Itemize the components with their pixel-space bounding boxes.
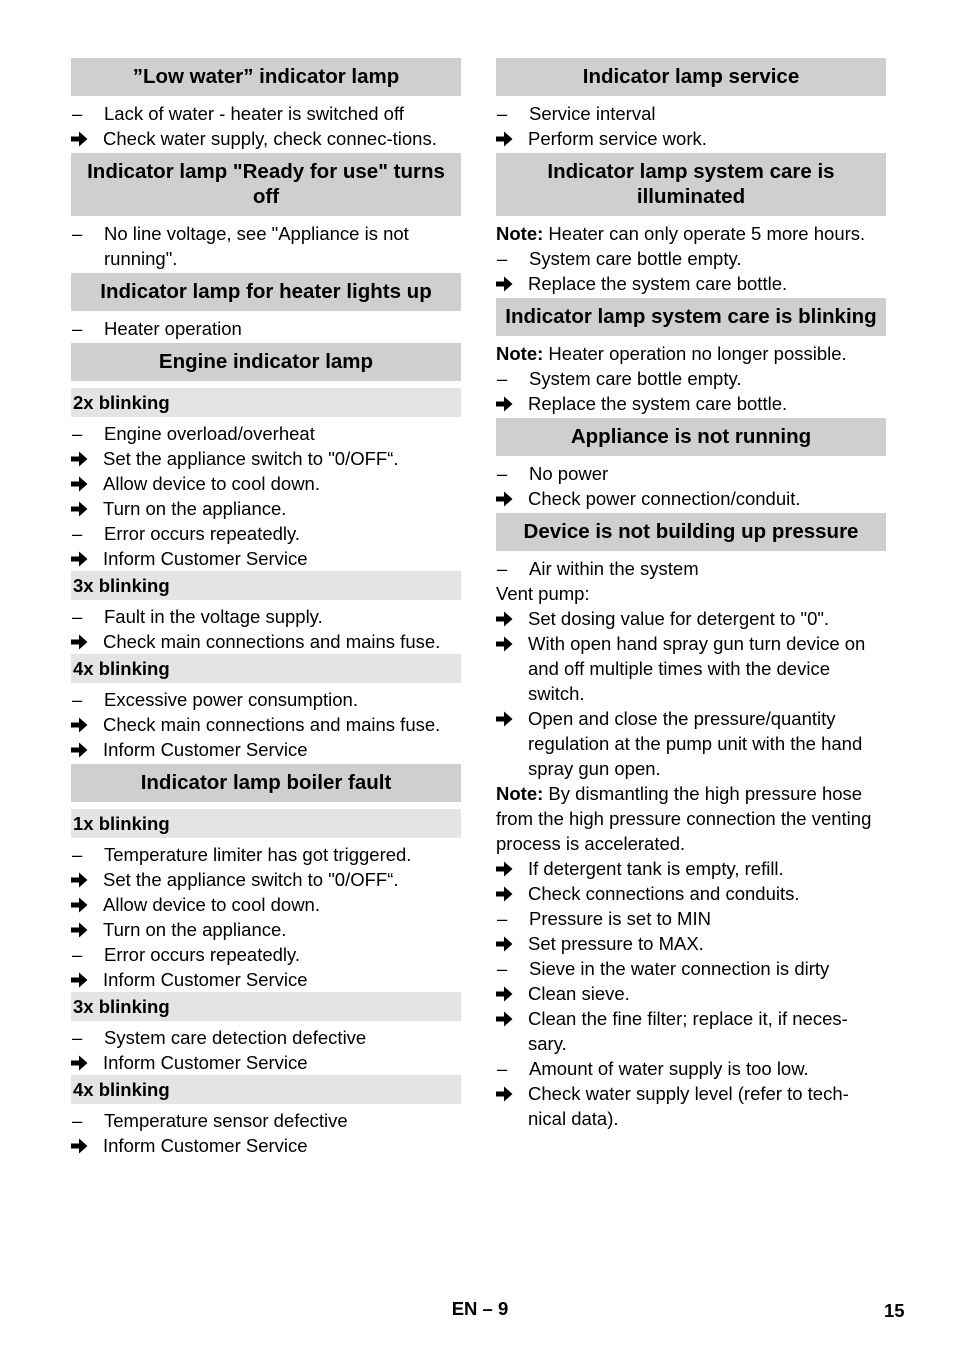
dash-bullet-icon: – xyxy=(72,223,83,244)
dash-bullet-icon: – xyxy=(497,368,508,389)
subheading-boiler-4x: 4x blinking xyxy=(71,1075,461,1104)
list-item xyxy=(71,521,461,546)
list-item xyxy=(71,496,461,521)
arrow-right-icon xyxy=(71,867,103,892)
list-boiler-3x xyxy=(71,1025,461,1075)
list-item xyxy=(71,942,461,967)
list-item-text: Engine overload/overheat xyxy=(104,423,315,444)
list-item xyxy=(496,271,886,296)
list-item xyxy=(496,1056,886,1081)
arrow-right-icon xyxy=(71,471,103,496)
dash-bullet-icon: – xyxy=(72,103,83,124)
list-item xyxy=(496,881,886,906)
subheading-engine-2x: 2x blinking xyxy=(71,388,461,417)
section-heading-service: Indicator lamp service xyxy=(496,58,886,96)
list-ready-for-use xyxy=(71,221,461,271)
list-item xyxy=(496,556,886,581)
section-heading-heater-lights: Indicator lamp for heater lights up xyxy=(71,273,461,311)
list-item xyxy=(496,631,886,706)
list-item-text: Allow device to cool down. xyxy=(103,894,320,915)
list-item-text: Replace the system care bottle. xyxy=(528,393,788,414)
list-item-text: System care detection defective xyxy=(104,1027,367,1048)
list-pressure-a xyxy=(496,556,886,581)
note-pressure xyxy=(496,781,886,856)
arrow-right-icon xyxy=(496,931,528,956)
dash-bullet-icon: – xyxy=(72,606,83,627)
dash-bullet-icon: – xyxy=(497,558,508,579)
list-item xyxy=(71,421,461,446)
list-item-text: Amount of water supply is too low. xyxy=(529,1058,809,1079)
arrow-right-icon xyxy=(496,126,528,151)
arrow-right-icon xyxy=(496,271,528,296)
list-item-text: Inform Customer Service xyxy=(103,969,308,990)
section-heading-ready-for-use: Indicator lamp "Ready for use" turns off xyxy=(71,153,461,216)
arrow-right-icon xyxy=(496,1006,528,1031)
list-item xyxy=(496,931,886,956)
list-care-blinking xyxy=(496,366,886,416)
list-engine-3x xyxy=(71,604,461,654)
list-item xyxy=(71,1050,461,1075)
arrow-right-icon xyxy=(71,546,103,571)
dash-bullet-icon: – xyxy=(497,463,508,484)
arrow-right-icon xyxy=(71,712,103,737)
list-item xyxy=(496,1081,886,1131)
footer-section-label: EN – 9 xyxy=(451,1298,509,1319)
list-item xyxy=(71,604,461,629)
list-item xyxy=(71,1025,461,1050)
arrow-right-icon xyxy=(71,1050,103,1075)
list-item xyxy=(496,246,886,271)
arrow-right-icon xyxy=(71,917,103,942)
arrow-right-icon xyxy=(71,967,103,992)
note-text: Heater can only operate 5 more hours. xyxy=(548,223,866,244)
list-item-text: If detergent tank is empty, refill. xyxy=(528,858,784,879)
list-item-text: Check connections and conduits. xyxy=(528,883,800,904)
section-heading-care-illuminated: Indicator lamp system care is illuminated xyxy=(496,153,886,216)
list-low-water xyxy=(71,101,461,151)
list-item xyxy=(496,461,886,486)
subheading-engine-4x: 4x blinking xyxy=(71,654,461,683)
arrow-right-icon xyxy=(496,1081,528,1106)
note-care-illuminated xyxy=(496,221,886,246)
list-item-text: Allow device to cool down. xyxy=(103,473,320,494)
list-item xyxy=(496,906,886,931)
dash-bullet-icon: – xyxy=(72,844,83,865)
list-item xyxy=(496,101,886,126)
list-item-text: System care bottle empty. xyxy=(529,368,742,389)
arrow-right-icon xyxy=(71,1133,103,1158)
list-item-text: Service interval xyxy=(529,103,656,124)
list-item xyxy=(496,706,886,781)
list-item xyxy=(496,956,886,981)
arrow-right-icon xyxy=(71,892,103,917)
list-item-text: Turn on the appliance. xyxy=(103,919,287,940)
list-item-text: Set the appliance switch to "0/OFF“. xyxy=(103,869,399,890)
list-item-text: Turn on the appliance. xyxy=(103,498,287,519)
list-item-text: Error occurs repeatedly. xyxy=(104,944,301,965)
dash-bullet-icon: – xyxy=(497,908,508,929)
list-item xyxy=(496,126,886,151)
list-item-text: Replace the system care bottle. xyxy=(528,273,788,294)
dash-bullet-icon: – xyxy=(497,248,508,269)
list-care-illuminated xyxy=(496,246,886,296)
list-heater-lights xyxy=(71,316,461,341)
subheading-boiler-1x: 1x blinking xyxy=(71,809,461,838)
list-item xyxy=(71,546,461,571)
list-item-text: Perform service work. xyxy=(528,128,707,149)
list-not-running xyxy=(496,461,886,511)
list-item-text: Temperature limiter has got triggered. xyxy=(104,844,412,865)
subheading-engine-3x: 3x blinking xyxy=(71,571,461,600)
arrow-right-icon xyxy=(496,606,528,631)
list-item xyxy=(71,221,461,271)
arrow-right-icon xyxy=(71,126,103,151)
list-item-text: Lack of water - heater is switched off xyxy=(104,103,404,124)
vent-pump-label: Vent pump: xyxy=(496,583,590,604)
list-item-text: Set pressure to MAX. xyxy=(528,933,704,954)
section-heading-boiler: Indicator lamp boiler fault xyxy=(71,764,461,802)
list-item xyxy=(71,967,461,992)
list-boiler-4x xyxy=(71,1108,461,1158)
note-care-blinking xyxy=(496,341,886,366)
list-item-text: Set the appliance switch to "0/OFF“. xyxy=(103,448,399,469)
dash-bullet-icon: – xyxy=(72,318,83,339)
dash-bullet-icon: – xyxy=(497,1058,508,1079)
list-item xyxy=(71,1108,461,1133)
list-pressure-c xyxy=(496,856,886,1131)
list-item xyxy=(71,1133,461,1158)
list-item-text: Fault in the voltage supply. xyxy=(104,606,323,627)
list-item-text: Check power connection/conduit. xyxy=(528,488,801,509)
list-engine-4x xyxy=(71,687,461,762)
list-item xyxy=(71,629,461,654)
dash-bullet-icon: – xyxy=(72,1027,83,1048)
section-heading-care-blinking: Indicator lamp system care is blinking xyxy=(496,298,886,336)
list-item-text: Inform Customer Service xyxy=(103,1135,308,1156)
list-item xyxy=(71,867,461,892)
list-item-text: Check water supply, check connec-tions. xyxy=(103,128,437,149)
page-number: 15 xyxy=(884,1300,905,1321)
list-item-text: Temperature sensor defective xyxy=(104,1110,348,1131)
arrow-right-icon xyxy=(496,856,528,881)
list-item-text: Air within the system xyxy=(529,558,699,579)
list-item-text: Excessive power consumption. xyxy=(104,689,358,710)
list-item xyxy=(71,892,461,917)
list-item xyxy=(71,737,461,762)
arrow-right-icon xyxy=(496,981,528,1006)
left-column xyxy=(71,58,461,1158)
list-item-text: With open hand spray gun turn device on and off multiple times with the device switch. xyxy=(528,633,866,704)
list-item xyxy=(496,981,886,1006)
list-item xyxy=(71,471,461,496)
list-item xyxy=(71,712,461,737)
section-heading-low-water: ”Low water” indicator lamp xyxy=(71,58,461,96)
dash-bullet-icon: – xyxy=(72,523,83,544)
section-heading-engine: Engine indicator lamp xyxy=(71,343,461,381)
dash-bullet-icon: – xyxy=(497,103,508,124)
subheading-boiler-3x: 3x blinking xyxy=(71,992,461,1021)
list-item xyxy=(496,1006,886,1056)
list-item-text: No power xyxy=(529,463,609,484)
dash-bullet-icon: – xyxy=(72,423,83,444)
arrow-right-icon xyxy=(496,631,528,656)
dash-bullet-icon: – xyxy=(72,944,83,965)
list-item-text: Sieve in the water connection is dirty xyxy=(529,958,830,979)
arrow-right-icon xyxy=(496,881,528,906)
list-item xyxy=(496,606,886,631)
list-item-text: Pressure is set to MIN xyxy=(529,908,711,929)
dash-bullet-icon: – xyxy=(72,1110,83,1131)
note-label: Note: xyxy=(496,343,544,364)
list-item xyxy=(71,446,461,471)
list-item xyxy=(71,687,461,712)
list-item-text: Open and close the pressure/quantity regulation at the pump unit with the hand spray gun open. xyxy=(528,708,863,779)
list-item xyxy=(496,391,886,416)
right-column xyxy=(496,58,886,1131)
list-item-text: Inform Customer Service xyxy=(103,1052,308,1073)
list-item-text: Inform Customer Service xyxy=(103,739,308,760)
list-item xyxy=(496,486,886,511)
list-item xyxy=(496,366,886,391)
arrow-right-icon xyxy=(496,486,528,511)
list-item-text: Check main connections and mains fuse. xyxy=(103,631,441,652)
list-item-text: Clean the fine filter; replace it, if neces-sary. xyxy=(528,1008,848,1054)
list-item-text: Set dosing value for detergent to "0". xyxy=(528,608,830,629)
dash-bullet-icon: – xyxy=(497,958,508,979)
list-item xyxy=(71,316,461,341)
list-item-text: Inform Customer Service xyxy=(103,548,308,569)
list-pressure-b xyxy=(496,606,886,781)
note-label: Note: xyxy=(496,783,544,804)
list-item-text: Heater operation xyxy=(104,318,242,339)
arrow-right-icon xyxy=(71,737,103,762)
list-item-text: Check main connections and mains fuse. xyxy=(103,714,441,735)
section-heading-pressure: Device is not building up pressure xyxy=(496,513,886,551)
list-item-text: Check water supply level (refer to tech-nical data). xyxy=(528,1083,849,1129)
arrow-right-icon xyxy=(71,446,103,471)
list-item-text: Clean sieve. xyxy=(528,983,630,1004)
arrow-right-icon xyxy=(71,496,103,521)
list-item xyxy=(496,856,886,881)
list-item-text: No line voltage, see "Appliance is not running". xyxy=(104,223,409,269)
note-text: By dismantling the high pressure hose from the high pressure connection the venting process is accelerated. xyxy=(496,783,872,854)
arrow-right-icon xyxy=(71,629,103,654)
arrow-right-icon xyxy=(496,391,528,416)
list-item xyxy=(71,126,461,151)
list-engine-2x xyxy=(71,421,461,571)
list-item xyxy=(71,842,461,867)
list-item-text: System care bottle empty. xyxy=(529,248,742,269)
list-item xyxy=(71,101,461,126)
list-boiler-1x xyxy=(71,842,461,992)
dash-bullet-icon: – xyxy=(72,689,83,710)
list-item xyxy=(71,917,461,942)
arrow-right-icon xyxy=(496,706,528,731)
note-text: Heater operation no longer possible. xyxy=(548,343,847,364)
list-service xyxy=(496,101,886,151)
note-label: Note: xyxy=(496,223,544,244)
section-heading-not-running: Appliance is not running xyxy=(496,418,886,456)
list-item-text: Error occurs repeatedly. xyxy=(104,523,301,544)
